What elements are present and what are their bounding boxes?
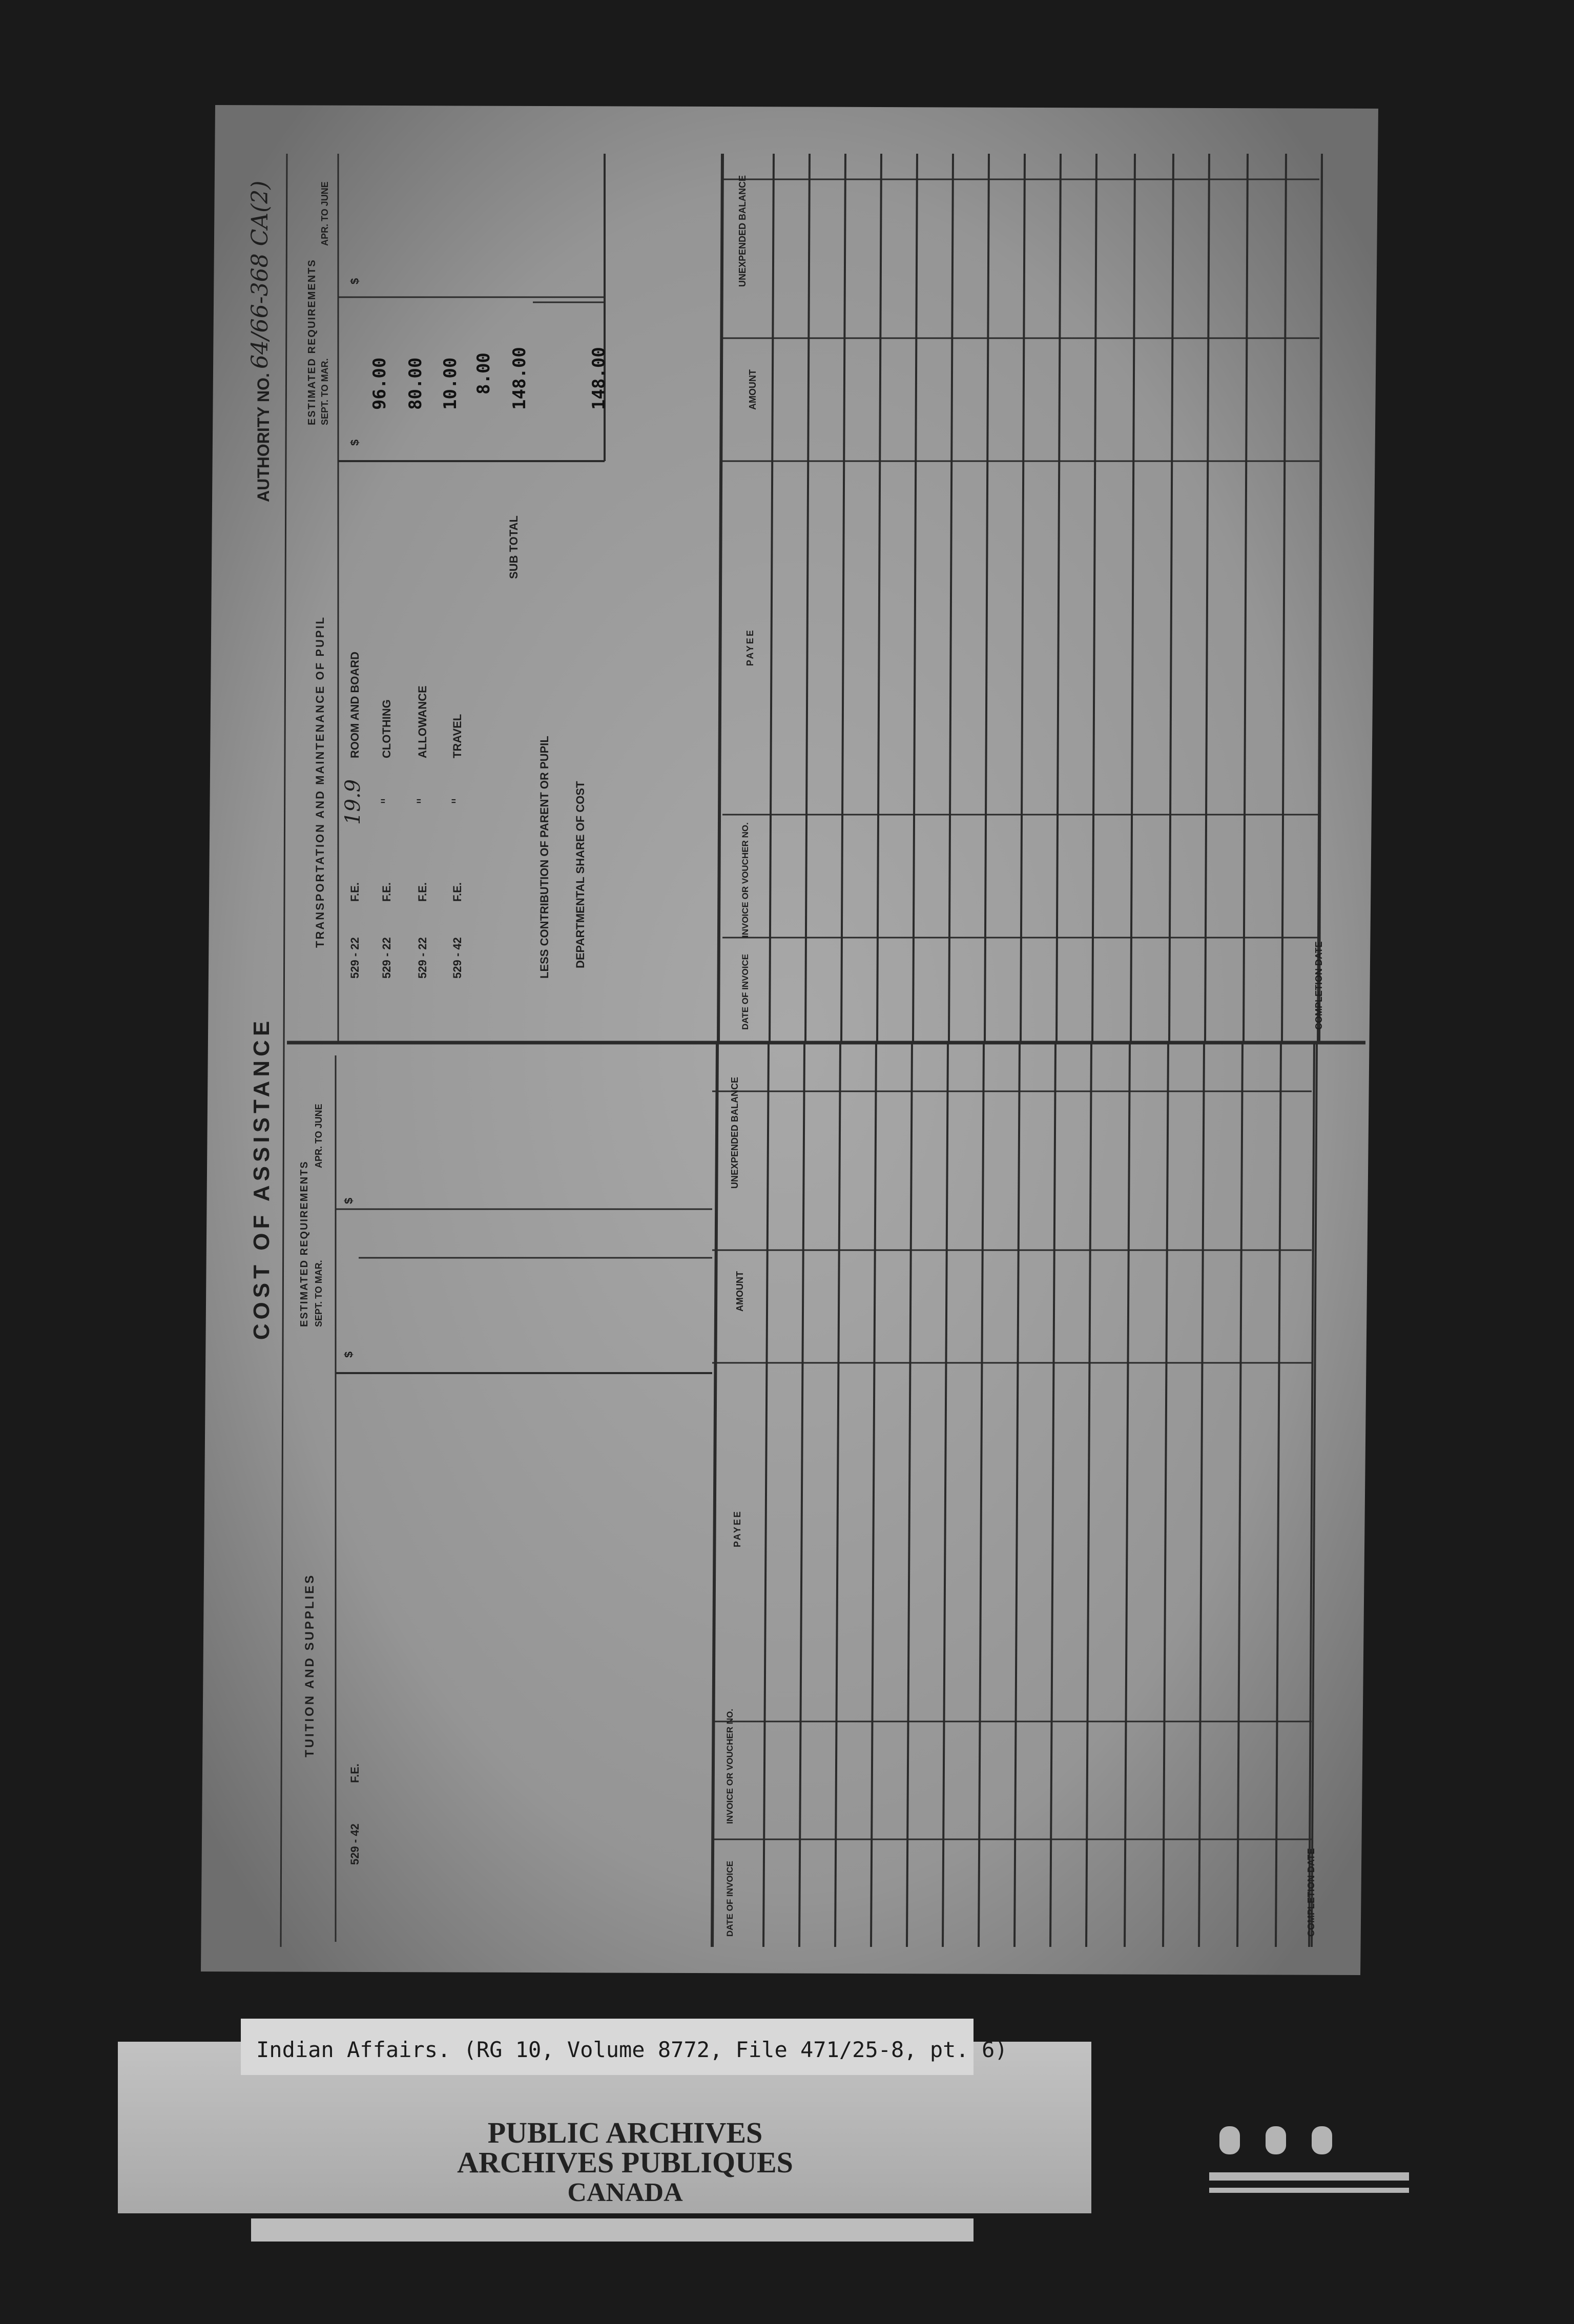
tuition-apr-june: APR. TO JUNE [314, 1104, 324, 1168]
archive-line-1: PUBLIC ARCHIVES [487, 2116, 763, 2149]
tuition-dollar-1: $ [342, 1351, 355, 1358]
row-code: 529 - 42 [451, 937, 464, 979]
row-code: 529 - 22 [348, 937, 361, 979]
row-fe: F.E. [380, 882, 393, 902]
tuition-code: 529 - 42 [348, 1823, 361, 1865]
header-date-invoice: DATE OF INVOICE [725, 1861, 735, 1937]
row-item: ROOM AND BOARD [348, 651, 361, 758]
row-fe: F.E. [416, 882, 429, 902]
header-completion-date: COMPLETION DATE [1306, 1848, 1316, 1937]
archive-line-2: ARCHIVES PUBLIQUES [457, 2146, 793, 2179]
transport-dollar-2: $ [348, 278, 361, 284]
header-payee: PAYEE [732, 1509, 742, 1547]
header-completion-date: COMPLETION DATE [1314, 941, 1324, 1030]
transport-sept-mar: SEPT. TO MAR. [320, 358, 330, 425]
row-code: 529 - 22 [380, 937, 393, 979]
tuition-sept-mar: SEPT. TO MAR. [314, 1260, 324, 1327]
less-contribution-label: LESS CONTRIBUTION OF PARENT OR PUPIL [538, 736, 551, 979]
row-code: 529 - 22 [416, 937, 429, 979]
authority-label: AUTHORITY NO. [254, 373, 273, 502]
film-frame-marks [1209, 2126, 1409, 2193]
row-item: CLOTHING [380, 699, 393, 758]
row-fe-value: " [414, 798, 431, 804]
header-amount: AMOUNT [748, 369, 758, 410]
transport-dollar-1: $ [348, 439, 361, 446]
authority-value: 64/66-368 CA(2) [247, 180, 273, 369]
row-fe: F.E. [451, 882, 464, 902]
header-invoice-no: INVOICE OR VOUCHER NO. [725, 1709, 735, 1824]
transport-est-header: ESTIMATED REQUIREMENTS [306, 259, 318, 425]
tuition-est-header: ESTIMATED REQUIREMENTS [299, 1160, 310, 1327]
header-payee: PAYEE [745, 628, 755, 666]
header-unexpended-balance: UNEXPENDED BALANCE [737, 175, 748, 287]
transport-heading: TRANSPORTATION AND MAINTENANCE OF PUPIL [314, 615, 326, 948]
row-amount: 10.00 [440, 357, 461, 410]
tuition-dollar-2: $ [342, 1197, 355, 1204]
transport-apr-june: APR. TO JUNE [320, 181, 330, 246]
archive-line-3: CANADA [567, 2178, 683, 2207]
row-fe-value: 19.9 [341, 779, 365, 825]
row-item: TRAVEL [451, 714, 464, 758]
form-title: COST OF ASSISTANCE [249, 1016, 274, 1340]
row-fe-value: " [449, 798, 466, 804]
header-date-invoice: DATE OF INVOICE [740, 954, 750, 1030]
row-amount: 80.00 [405, 357, 426, 410]
row-fe-value: " [378, 798, 395, 804]
row-item: ALLOWANCE [416, 686, 429, 758]
tuition-heading: TUITION AND SUPPLIES [303, 1573, 317, 1757]
row-amount: 96.00 [369, 357, 390, 410]
header-unexpended-balance: UNEXPENDED BALANCE [730, 1076, 740, 1189]
row-amount: 8.00 [473, 352, 494, 395]
departmental-share-value: 148.00 [589, 347, 609, 410]
departmental-share-label: DEPARTMENTAL SHARE OF COST [574, 781, 587, 968]
row-fe: F.E. [348, 882, 361, 902]
archive-reference: Indian Affairs. (RG 10, Volume 8772, File 471/25-8, pt. 6) [256, 2037, 1008, 2062]
tuition-fe: F.E. [348, 1763, 361, 1783]
archive-label [118, 2019, 1091, 2242]
sub-total-value: 148.00 [509, 347, 530, 410]
header-invoice-no: INVOICE OR VOUCHER NO. [740, 822, 750, 938]
header-amount: AMOUNT [735, 1271, 745, 1312]
sub-total-label: SUB TOTAL [507, 515, 520, 579]
